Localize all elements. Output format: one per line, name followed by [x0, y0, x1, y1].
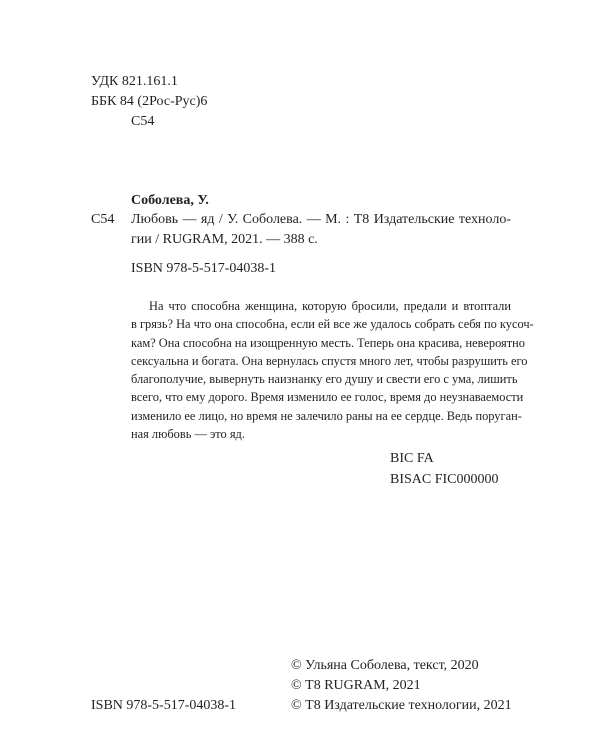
annotation [131, 297, 534, 443]
annotation-line: ная любовь — это яд. [131, 427, 245, 442]
annotation-line: кам? Она способна на изощренную месть. Теперь она красива, невероятно [131, 335, 525, 350]
subject-codes [390, 448, 499, 490]
classification-block [91, 72, 207, 132]
annotation-line: сексуальна и богата. Она вернулась спустя много лет, чтобы разрушить его [131, 353, 528, 368]
biblio-line: Любовь — яд / У. Соболева. — М. : Т8 Издательские техноло- [131, 212, 511, 227]
copyright-block [291, 656, 512, 716]
bic-code: BIC FA [390, 451, 434, 466]
entry-author-sign: С54 [91, 212, 115, 227]
annotation-line: На что способна женщина, которую бросили, предали и втоптали [149, 299, 511, 313]
entry-isbn: ISBN 978-5-517-04038-1 [131, 261, 277, 276]
author-sign: С54 [131, 114, 155, 129]
copyright-line: © Т8 RUGRAM, 2021 [291, 678, 421, 693]
udk-code: УДК 821.161.1 [91, 74, 178, 89]
annotation-line: благополучие, вывернуть наизнанку его душу и свести его с ума, лишить [131, 372, 518, 387]
annotation-line: изменило ее лицо, но время не залечило раны на ее сердце. Ведь поруган- [131, 408, 522, 423]
footer-isbn: ISBN 978-5-517-04038-1 [91, 698, 237, 713]
bisac-code: BISAC FIC000000 [390, 472, 499, 487]
annotation-line: всего, что ему дорого. Время изменило ее голос, время до неузнаваемости [131, 390, 524, 405]
copyright-line: © Т8 Издательские технологии, 2021 [291, 698, 512, 713]
bbk-code: ББК 84 (2Рос-Рус)6 [91, 94, 208, 109]
annotation-line: в грязь? На что она способна, если ей все же удалось собрать себя по кусоч- [131, 317, 534, 332]
biblio-line: гии / RUGRAM, 2021. — 388 с. [131, 232, 318, 247]
copyright-line: © Ульяна Соболева, текст, 2020 [291, 658, 479, 673]
author-name: Соболева, У. [131, 193, 209, 208]
bibliographic-description [131, 210, 511, 250]
